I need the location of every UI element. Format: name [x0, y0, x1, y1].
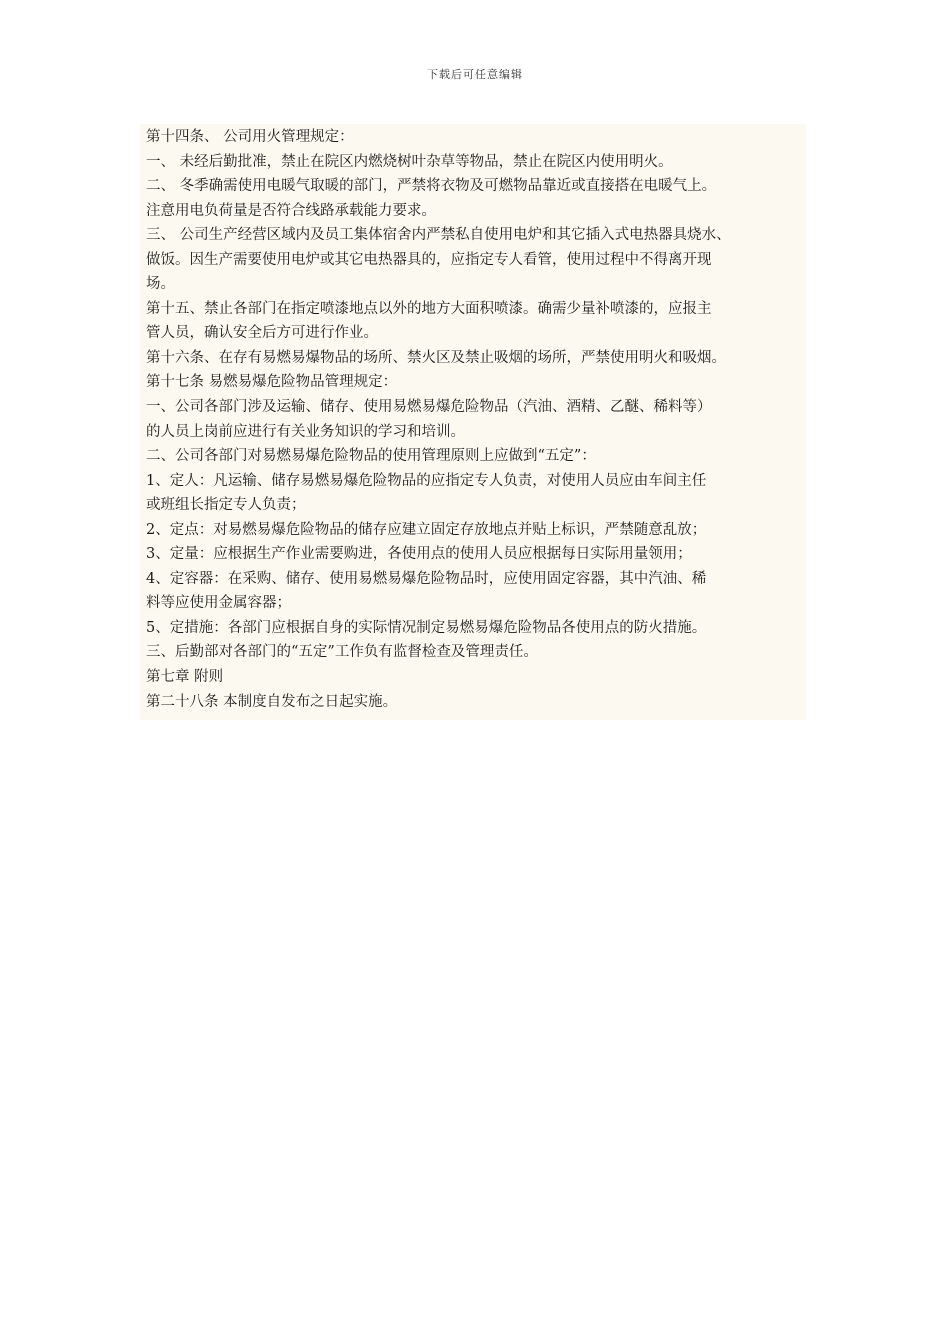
list-item-line: 3、定量：应根据生产作业需要购进，各使用点的使用人员应根据每日实际用量领用；	[146, 546, 692, 563]
list-item-line: 4、定容器：在采购、储存、使用易燃易爆危险物品时，应使用固定容器，其中汽油、稀	[146, 570, 707, 587]
article-16-line: 第十六条、在存有易燃易爆物品的场所、禁火区及禁止吸烟的场所，严禁使用明火和吸烟。	[146, 349, 726, 366]
paragraph-line: 管人员，确认安全后方可进行作业。	[146, 325, 378, 342]
paragraph-line: 二、公司各部门对易燃易爆危险物品的使用管理原则上应做到“五定”：	[146, 448, 596, 465]
list-item-line: 或班组长指定专人负责；	[146, 497, 306, 514]
list-item-line: 2、定点：对易燃易爆危险物品的储存应建立固定存放地点并贴上标识，严禁随意乱放；	[146, 521, 707, 538]
paragraph-line: 场。	[146, 276, 175, 293]
article-17-heading: 第十七条 易燃易爆危险物品管理规定：	[146, 374, 398, 391]
document-body	[140, 124, 806, 720]
article-14-heading: 第十四条、 公司用火管理规定：	[146, 129, 354, 145]
paragraph-line: 注意用电负荷量是否符合线路承载能力要求。	[146, 202, 436, 219]
list-item-line: 5、定措施：各部门应根据自身的实际情况制定易燃易爆危险物品各使用点的防火措施。	[146, 619, 707, 636]
paragraph-line: 二、 冬季确需使用电暖气取暖的部门，严禁将衣物及可燃物品靠近或直接搭在电暖气上。	[146, 178, 717, 195]
header-note: 下载后可任意编辑	[427, 68, 523, 81]
article-15-line: 第十五、禁止各部门在指定喷漆地点以外的地方大面积喷漆。确需少量补喷漆的，应报主	[146, 300, 712, 317]
chapter-7-heading: 第七章 附则	[146, 669, 224, 686]
list-item-line: 1、定人：凡运输、储存易燃易爆危险物品的应指定专人负责，对使用人员应由车间主任	[146, 472, 707, 489]
list-item-line: 料等应使用金属容器；	[146, 595, 291, 612]
paragraph-line: 三、后勤部对各部门的“五定”工作负有监督检查及管理责任。	[146, 644, 538, 661]
article-28-line: 第二十八条 本制度自发布之日起实施。	[146, 693, 398, 710]
paragraph-line: 的人员上岗前应进行有关业务知识的学习和培训。	[146, 423, 465, 440]
paragraph-line: 三、 公司生产经营区域内及员工集体宿舍内严禁私自使用电炉和其它插入式电热器具烧水、	[146, 227, 731, 244]
paragraph-line: 做饭。因生产需要使用电炉或其它电热器具的，应指定专人看管，使用过程中不得离开现	[146, 251, 712, 268]
paragraph-line: 一、公司各部门涉及运输、储存、使用易燃易爆危险物品（汽油、酒精、乙醚、稀料等）	[146, 399, 712, 416]
paragraph-line: 一、 未经后勤批准，禁止在院区内燃烧树叶杂草等物品，禁止在院区内使用明火。	[146, 153, 673, 170]
